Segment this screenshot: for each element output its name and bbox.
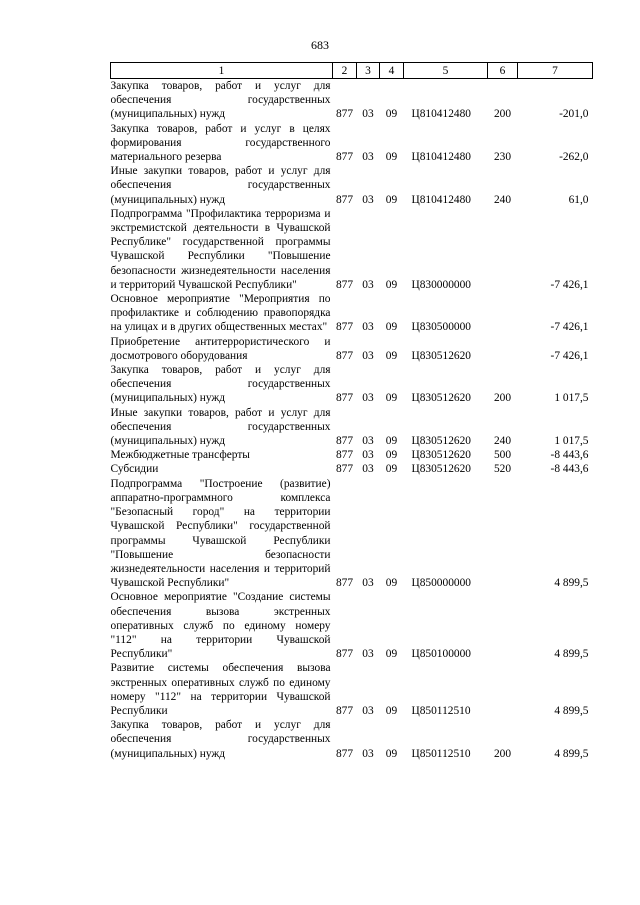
ministry-code: 877 — [335, 704, 354, 717]
target-article-code: Ц830512620 — [411, 463, 471, 476]
expense-type-code: 240 — [493, 435, 512, 448]
expense-type-code — [488, 335, 518, 363]
amount: 4 899,5 — [554, 704, 589, 717]
section-code: 03 — [362, 435, 374, 448]
budget-table — [110, 62, 593, 761]
item-name: Развитие системы обеспечения вызова экстренных оперативных служб по единому номеру "112" на территории Чувашской Республики — [110, 662, 331, 717]
column-header: 4 — [380, 63, 404, 79]
ministry-code: 877 — [335, 151, 354, 164]
target-article-code: Ц850112510 — [411, 747, 471, 760]
ministry-code: 877 — [335, 747, 354, 760]
table-row — [111, 448, 593, 462]
ministry-code: 877 — [335, 392, 354, 405]
ministry-code: 877 — [335, 321, 354, 334]
table-row — [111, 590, 593, 661]
item-name: Основное мероприятие "Мероприятия по профилактике и соблюдению правопорядка на улицах и в других общественных местах" — [110, 293, 331, 334]
ministry-code: 877 — [335, 463, 354, 476]
item-name: Подпрограмма "Построение (развитие) аппаратно-программного комплекса "Безопасный город" на территории Чувашской Республики" государственной программы Чувашской Республики "Повышение безопасности жизнедеятельности населения и территорий Чувашской Республики" — [110, 477, 331, 590]
section-code: 03 — [362, 108, 374, 121]
amount: 4 899,5 — [554, 577, 589, 590]
amount: -201,0 — [559, 108, 589, 121]
target-article-code: Ц850112510 — [411, 704, 471, 717]
column-header: 2 — [333, 63, 357, 79]
item-name: Иные закупки товаров, работ и услуг для обеспечения государственных (муниципальных) нужд — [110, 406, 331, 448]
target-article-code: Ц810412480 — [411, 193, 471, 206]
section-code: 03 — [362, 278, 374, 291]
target-article-code: Ц810412480 — [411, 108, 471, 121]
section-code: 03 — [362, 193, 374, 206]
expense-type-code: 200 — [493, 108, 512, 121]
item-name: Межбюджетные трансферты — [110, 449, 250, 462]
expense-type-code — [488, 292, 518, 335]
subsection-code: 09 — [385, 321, 398, 334]
target-article-code: Ц850100000 — [411, 648, 471, 661]
item-name: Закупка товаров, работ и услуг для обеспечения государственных (муниципальных) нужд — [110, 80, 331, 121]
section-code: 03 — [362, 449, 374, 462]
ministry-code: 877 — [335, 278, 354, 291]
column-header: 5 — [404, 63, 488, 79]
table-header — [111, 63, 593, 79]
table-row — [111, 79, 593, 122]
table-row — [111, 363, 593, 406]
subsection-code: 09 — [385, 704, 398, 717]
expense-type-code: 200 — [493, 392, 512, 405]
section-code: 03 — [362, 704, 374, 717]
expense-type-code — [488, 590, 518, 661]
section-code: 03 — [362, 151, 374, 164]
target-article-code: Ц810412480 — [411, 151, 471, 164]
target-article-code: Ц830512620 — [411, 349, 471, 362]
amount: 1 017,5 — [554, 392, 589, 405]
item-name: Приобретение антитеррористического и досмотрового оборудования — [110, 335, 331, 362]
section-code: 03 — [362, 321, 374, 334]
expense-type-code: 200 — [493, 747, 512, 760]
subsection-code: 09 — [385, 747, 398, 760]
subsection-code: 09 — [385, 463, 398, 476]
expense-type-code: 240 — [493, 193, 512, 206]
item-name: Закупка товаров, работ и услуг для обеспечения государственных (муниципальных) нужд — [110, 719, 331, 760]
amount: -262,0 — [559, 151, 589, 164]
subsection-code: 09 — [385, 193, 398, 206]
target-article-code: Ц830512620 — [411, 449, 471, 462]
expense-type-code: 520 — [493, 463, 512, 476]
amount: -7 426,1 — [550, 278, 589, 291]
subsection-code: 09 — [385, 648, 398, 661]
subsection-code: 09 — [385, 108, 398, 121]
expense-type-code — [488, 477, 518, 591]
amount: 4 899,5 — [554, 648, 589, 661]
item-name: Основное мероприятие "Создание системы обеспечения вызова экстренных оперативных служб по единому номеру "112" на территории Чувашской Республики" — [110, 591, 331, 661]
subsection-code: 09 — [385, 151, 398, 164]
subsection-code: 09 — [385, 577, 398, 590]
column-header: 6 — [488, 63, 518, 79]
target-article-code: Ц830000000 — [411, 278, 471, 291]
ministry-code: 877 — [335, 577, 354, 590]
table-row — [111, 406, 593, 449]
column-header: 7 — [518, 63, 593, 79]
subsection-code: 09 — [385, 349, 398, 362]
subsection-code: 09 — [385, 392, 398, 405]
amount: -8 443,6 — [550, 449, 589, 462]
ministry-code: 877 — [335, 193, 354, 206]
table-row — [111, 661, 593, 718]
section-code: 03 — [362, 747, 374, 760]
section-code: 03 — [362, 392, 374, 405]
table-row — [111, 122, 593, 165]
expense-type-code: 230 — [493, 151, 512, 164]
target-article-code: Ц830512620 — [411, 435, 471, 448]
amount: -8 443,6 — [550, 463, 589, 476]
column-header: 3 — [357, 63, 380, 79]
ministry-code: 877 — [335, 349, 354, 362]
expense-type-code: 500 — [493, 449, 512, 462]
table-row — [111, 164, 593, 207]
table-row — [111, 462, 593, 476]
subsection-code: 09 — [385, 278, 398, 291]
expense-type-code — [488, 661, 518, 718]
ministry-code: 877 — [335, 435, 354, 448]
subsection-code: 09 — [385, 435, 398, 448]
item-name: Иные закупки товаров, работ и услуг для обеспечения государственных (муниципальных) нужд — [110, 165, 331, 206]
expense-type-code — [488, 207, 518, 292]
amount: -7 426,1 — [550, 321, 589, 334]
item-name: Субсидии — [110, 463, 159, 476]
table-body — [111, 79, 593, 761]
ministry-code: 877 — [335, 449, 354, 462]
ministry-code: 877 — [335, 108, 354, 121]
amount: 1 017,5 — [554, 435, 589, 448]
subsection-code: 09 — [385, 449, 398, 462]
page-number: 683 — [311, 38, 329, 52]
section-code: 03 — [362, 577, 374, 590]
ministry-code: 877 — [335, 648, 354, 661]
target-article-code: Ц830500000 — [411, 321, 471, 334]
target-article-code: Ц830512620 — [411, 392, 471, 405]
section-code: 03 — [362, 648, 374, 661]
amount: -7 426,1 — [550, 349, 589, 362]
table-row — [111, 335, 593, 363]
table-row — [111, 292, 593, 335]
column-header: 1 — [111, 63, 333, 79]
amount: 61,0 — [568, 193, 589, 206]
section-code: 03 — [362, 349, 374, 362]
item-name: Подпрограмма "Профилактика терроризма и экстремистской деятельности в Чувашской Республике" государственной программы Чувашской Республики "Повышение безопасности жизнедеятельности населения и территорий Чувашской Республики" — [110, 207, 331, 291]
section-code: 03 — [362, 463, 374, 476]
table-row — [111, 477, 593, 591]
item-name: Закупка товаров, работ и услуг для обеспечения государственных (муниципальных) нужд — [110, 364, 331, 405]
item-name: Закупка товаров, работ и услуг в целях формирования государственного материального резерва — [110, 122, 331, 164]
table-row — [111, 718, 593, 761]
table-row — [111, 207, 593, 292]
target-article-code: Ц850000000 — [411, 577, 471, 590]
amount: 4 899,5 — [554, 747, 589, 760]
